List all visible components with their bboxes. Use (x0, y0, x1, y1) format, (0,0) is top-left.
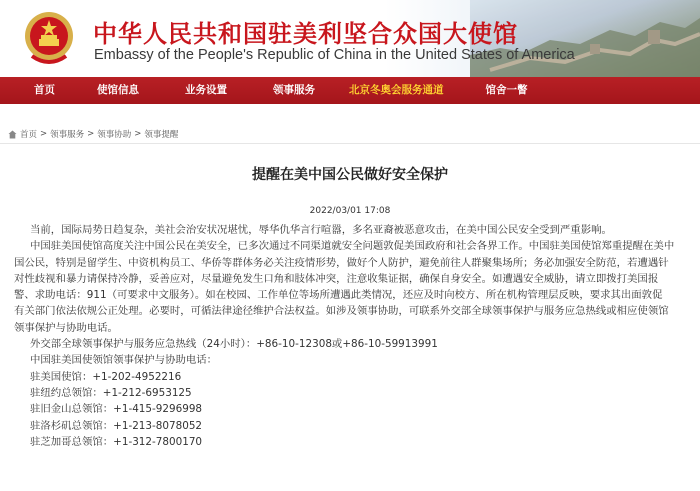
divider (0, 143, 700, 144)
contacts-heading: 中国驻美国使领馆领事保护与协助电话： (30, 354, 218, 367)
contact-line: 驻纽约总领馆：+1-212-6953125 (30, 386, 192, 399)
nav-item-olympics[interactable]: 北京冬奥会服务通道 (349, 84, 444, 96)
nav-item-gallery[interactable]: 馆舍一瞥 (485, 84, 528, 96)
article-title: 提醒在美中国公民做好安全保护 (252, 167, 448, 183)
national-emblem-icon (22, 8, 76, 68)
breadcrumb-assistance[interactable]: 领事协助 (97, 130, 132, 140)
breadcrumb-separator: > (134, 129, 142, 139)
contact-line: 驻洛杉矶总领馆：+1-213-8078052 (30, 419, 203, 432)
paragraph-line: 领事保护与协助电话。 (14, 321, 118, 334)
breadcrumb-separator: > (87, 129, 95, 139)
home-icon (8, 130, 17, 139)
nav-item-embassy-info[interactable]: 使馆信息 (97, 84, 139, 96)
breadcrumb-separator: > (40, 129, 48, 139)
contact-line: 驻芝加哥总领馆：+1-312-7800170 (30, 435, 203, 448)
paragraph-line: 警、求助电话：911（可要求中文服务）。如在校园、工作单位等场所遭遇此类情况，还应及时向校方、所在机构管理层反映，要求其出面敦促 (14, 289, 663, 302)
contact-line: 驻旧金山总领馆：+1-415-9296998 (30, 403, 203, 416)
breadcrumb (0, 104, 700, 140)
paragraph-line: 国公民，特别是留学生、中资机构员工、华侨等群体务必关注疫情形势，做好个人防护，避免前往人群聚集场所；务必加强安全防范，若遭遇针 (14, 256, 669, 269)
paragraph-line: 中国驻美国使馆高度关注中国公民在美安全，已多次通过不同渠道就安全问题敦促美国政府和社会各界工作。中国驻美国使馆郑重提醒在美中 (30, 240, 675, 253)
hotline-line: 外交部全球领事保护与服务应急热线（24小时）：+86-10-12308或+86-10-59913991 (30, 338, 438, 351)
paragraph-line: 当前，国际局势日趋复杂，美社会治安状况堪忧，辱华仇华言行喧嚣，多名亚裔被恶意攻击，在美中国公民安全受到严重影响。 (30, 224, 612, 236)
paragraph-line: 对性歧视和暴力请保持冷静，妥善应对，尽量避免发生口角和肢体冲突，注意收集证据，确保自身安全。如遭遇安全威胁，请立即拨打美国报 (14, 272, 659, 285)
contact-line: 驻美国使馆：+1-202-4952216 (30, 370, 182, 383)
main-nav (0, 77, 700, 104)
nav-item-business[interactable]: 业务设置 (185, 84, 227, 96)
breadcrumb-home[interactable]: 首页 (20, 130, 38, 140)
breadcrumb-reminders[interactable]: 领事提醒 (144, 130, 179, 140)
article-date: 2022/03/01 17:08 (309, 206, 391, 216)
breadcrumb-consular[interactable]: 领事服务 (50, 130, 85, 140)
header-banner (0, 0, 700, 77)
paragraph-line: 有关部门依法依规公正处理。必要时，可循法律途径维护合法权益。如涉及领事协助，可联系外交部全球领事保护与服务应急热线或相应使领馆 (14, 305, 669, 318)
site-title: 中华人民共和国驻美利坚合众国大使馆 (93, 20, 518, 48)
article-body (14, 222, 690, 450)
nav-item-home[interactable]: 首页 (34, 84, 55, 96)
nav-item-consular[interactable]: 领事服务 (273, 84, 315, 96)
site-subtitle: Embassy of the People's Republic of China in the United States of America (94, 47, 575, 63)
